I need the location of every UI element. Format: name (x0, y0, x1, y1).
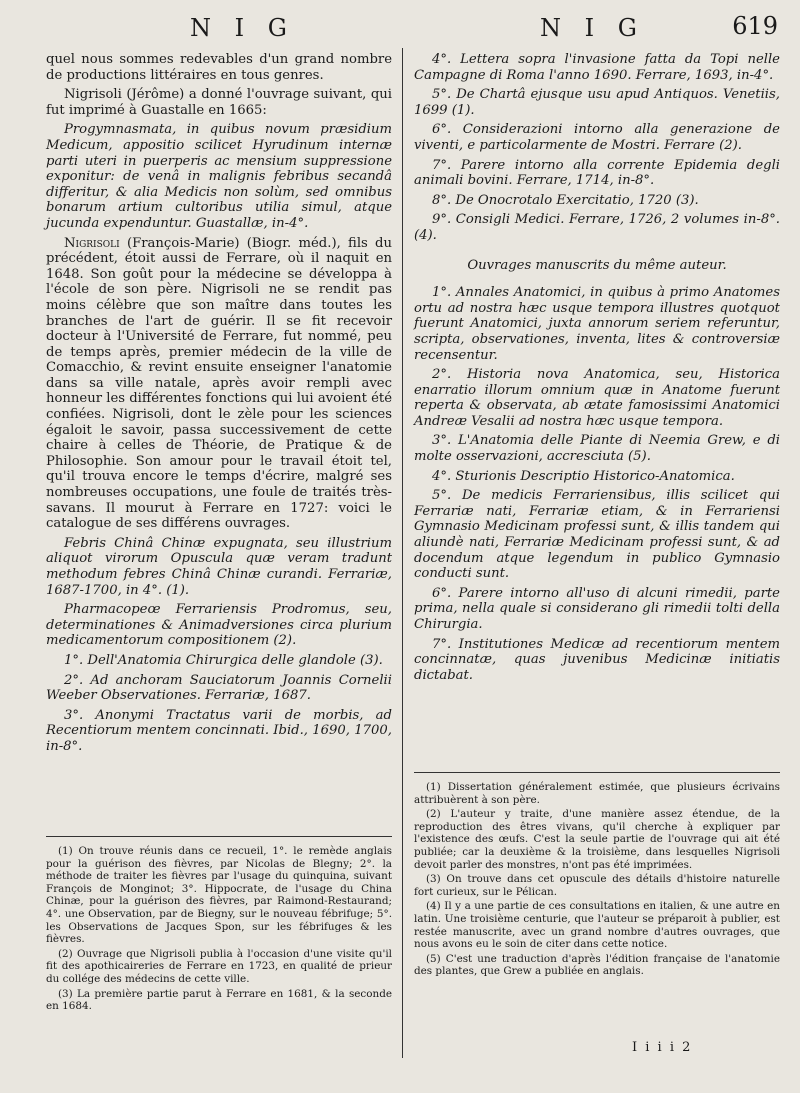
section-title: Ouvrages manuscrits du même auteur. (467, 257, 727, 273)
bibliography-entry: 5°. De Chartâ ejusque usu apud Antiquos. Venetiis, 1699 (1). (414, 87, 780, 118)
running-head-left: N I G (190, 14, 295, 42)
biography-paragraph: Nigrisoli (François-Marie) (Biogr. méd.), fils du précédent, étoit aussi de Ferrare, où il naquit en 1648. Son goût pour la médecine se développa à l'école de son père. Nigrisoli ne se rendit pas moins célèbre que son maître dans toutes les branches de l'art de guérir. Il se fit recevoir docteur à l'Université de Ferrare, fut nommé, peu de temps après, premier médecin de la ville de Comacchio, & revint ensuite enseigner l'anatomie dans sa ville natale, après avoir rempli avec honneur les différentes fonctions qui lui avoient été confiées. Nigrisoli, dont le zèle pour les sciences égaloit le savoir, passa successivement de cette chaire à celles de Théorie, de Pratique & de Philosophie. Son amour pour le travail étoit tel, qu'il trouva encore le temps d'écrire, malgré ses nombreuses occupations, une foule de traités très-savans. Il mourut à Ferrare en 1727: voici le catalogue de ses différens ouvrages. (46, 235, 392, 532)
footnote: (5) C'est une traduction d'après l'édition française de l'anatomie des plantes, que Grew a publiée en anglais. (414, 952, 780, 978)
manuscript-entry: 5°. De medicis Ferrariensibus, illis scilicet qui Ferrariæ nati, Ferrariæ etiam, & in Ferrariensi Gymnasio Medicinam professi sunt, & illis tandem qui aliundè nati, Ferrariæ Medicinam professi sunt, & ad docendum atque legendum in publico Gymnasio conducti sunt. (414, 488, 780, 582)
footnote: (1) On trouve réunis dans ce recueil, 1°. le remède anglais pour la guérison des fièvres, par Nicolas de Blegny; 2°. la méthode de traiter les fièvres par l'usage du quinquina, suivant François de Monginot; 3°. Hippocrate, de l'usage du China Chinæ, pour la guérison des fièvres, par Raimond-Restaurand; 4°. une Observation, par de Biegny, sur le nouveau fébrifuge; 5°. les Observations de Jacques Spon, sur les fébrifuges & les fièvres. (46, 845, 392, 946)
bibliography-entry: 1°. Dell'Anatomia Chirurgica delle glandole (3). (64, 652, 383, 668)
manuscript-entry: 4°. Sturionis Descriptio Historico-Anatomica. (432, 468, 735, 484)
manuscript-entry: 3°. L'Anatomia delle Piante di Neemia Grew, e di molte osservazioni, accresciuta (5). (414, 433, 780, 465)
footnote: (2) Ouvrage que Nigrisoli publia à l'occasion d'une visite qu'il fit des apothicaireries de Ferrare en 1723, en qualité de prieur du collége des médecins de cette ville. (46, 947, 392, 985)
right-column (414, 52, 780, 687)
running-head-right: N I G (540, 14, 645, 42)
footnote: (2) L'auteur y traite, d'une manière assez étendue, de la reproduction des êtres vivans, qu'il cherche à expliquer par l'existence des œufs. C'est la seule partie de l'ouvrage qui ait été publiée; car la deuxième & la troisième, dans lesquelles Nigrisoli devoit parler des monstres, n'ont pas été imprimées. (414, 808, 780, 871)
manuscript-entry: 1°. Annales Anatomici, in quibus à primo Anatomes ortu ad nostra hæc usque tempora illustres quotquot fuerunt Anatomici, juxta annorum seriem referuntur, scripta, observationes, inventa, lites & controversiæ recensentur. (414, 285, 780, 363)
footnotes-left (46, 836, 392, 1015)
bibliography-entry: 9°. Consigli Medici. Ferrare, 1726, 2 volumes in-8°. (4). (414, 212, 780, 243)
bibliography-entry: Progymnasmata, in quibus novum præsidium Medicum, appositio scilicet Hyrudinum internæ parti uteri in puerperis ac mensium suppressione exponitur: de venâ in malignis febribus secandâ differitur, & alia Medicis non solùm, sed omnibus bonarum artium cultoribus utilia simul, atque jucunda expenduntur. Guastallæ, in-4°. (46, 122, 392, 231)
footnote: (3) On trouve dans cet opuscule des détails d'histoire naturelle fort curieux, sur le Pélican. (414, 873, 780, 898)
footnotes-right (414, 772, 780, 980)
bibliography-entry: Febris Chinâ Chinæ expugnata, seu illustrium aliquot virorum Opuscula quæ veram tradunt methodum febres Chinâ Chinæ curandi. Ferrariæ, 1687-1700, in 4°. (1). (46, 535, 392, 598)
footnote: (3) La première partie parut à Ferrare en 1681, & la seconde en 1684. (46, 987, 392, 1013)
footnote: (4) Il y a une partie de ces consultations en italien, & une autre en latin. Une troisième centurie, que l'auteur se préparoit à publier, est restée manuscrite, avec un grand nombre d'autres ouvrages, que nous avons eu le soin de citer dans cette notice. (414, 900, 780, 951)
paragraph: Nigrisoli (Jérôme) a donné l'ouvrage suivant, qui fut imprimé à Guastalle en 1665: (46, 87, 392, 118)
bibliography-entry: 7°. Parere intorno alla corrente Epidemia degli animali bovini. Ferrare, 1714, in-8°. (414, 157, 780, 189)
bibliography-entry: 8°. De Onocrotalo Exercitatio, 1720 (3). (432, 192, 699, 208)
page-number: 619 (732, 12, 778, 40)
bibliography-entry: Pharmacopeœ Ferrariensis Prodromus, seu, determinationes & Animadversiones circa plurium medicamentorum compositionem (2). (46, 602, 392, 649)
bibliography-entry: 3°. Anonymi Tractatus varii de morbis, ad Recentiorum mentem concinnati. Ibid., 1690, 1700, in-8°. (46, 707, 392, 754)
paragraph: quel nous sommes redevables d'un grand nombre de productions littéraires en tous genres. (46, 52, 392, 83)
manuscript-entry: 7°. Institutiones Medicæ ad recentiorum mentem concinnatæ, quas juvenibus Medicinæ initiatis dictabat. (414, 636, 780, 683)
entry-name: Nigrisoli (64, 235, 120, 251)
bibliography-entry: 6°. Considerazioni intorno alla generazione de viventi, e particolarmente de Mostri. Ferrare (2). (414, 122, 780, 153)
manuscript-entry: 6°. Parere intorno all'uso di alcuni rimedii, parte prima, nella quale si considerano gli rimedii tolti della Chirurgia. (414, 585, 780, 632)
manuscript-entry: 2°. Historia nova Anatomica, seu, Historica enarratio illorum omnium quæ in Anatome fuerunt reperta & observata, ab ætate famosissimi Anatomici Andreæ Vesalii ad nostra hæc usque tempora. (414, 367, 780, 429)
column-divider (402, 48, 403, 1058)
bibliography-entry: 4°. Lettera sopra l'invasione fatta da Topi nelle Campagne di Roma l'anno 1690. Ferrare, 1693, in-4°. (414, 52, 780, 83)
signature-mark: I i i i 2 (632, 1040, 693, 1055)
footnote: (1) Dissertation généralement estimée, que plusieurs écrivains attribuèrent à son père. (414, 781, 780, 806)
bibliography-entry: 2°. Ad anchoram Sauciatorum Joannis Cornelii Weeber Observationes. Ferrariæ, 1687. (46, 672, 392, 704)
left-column (46, 52, 392, 759)
